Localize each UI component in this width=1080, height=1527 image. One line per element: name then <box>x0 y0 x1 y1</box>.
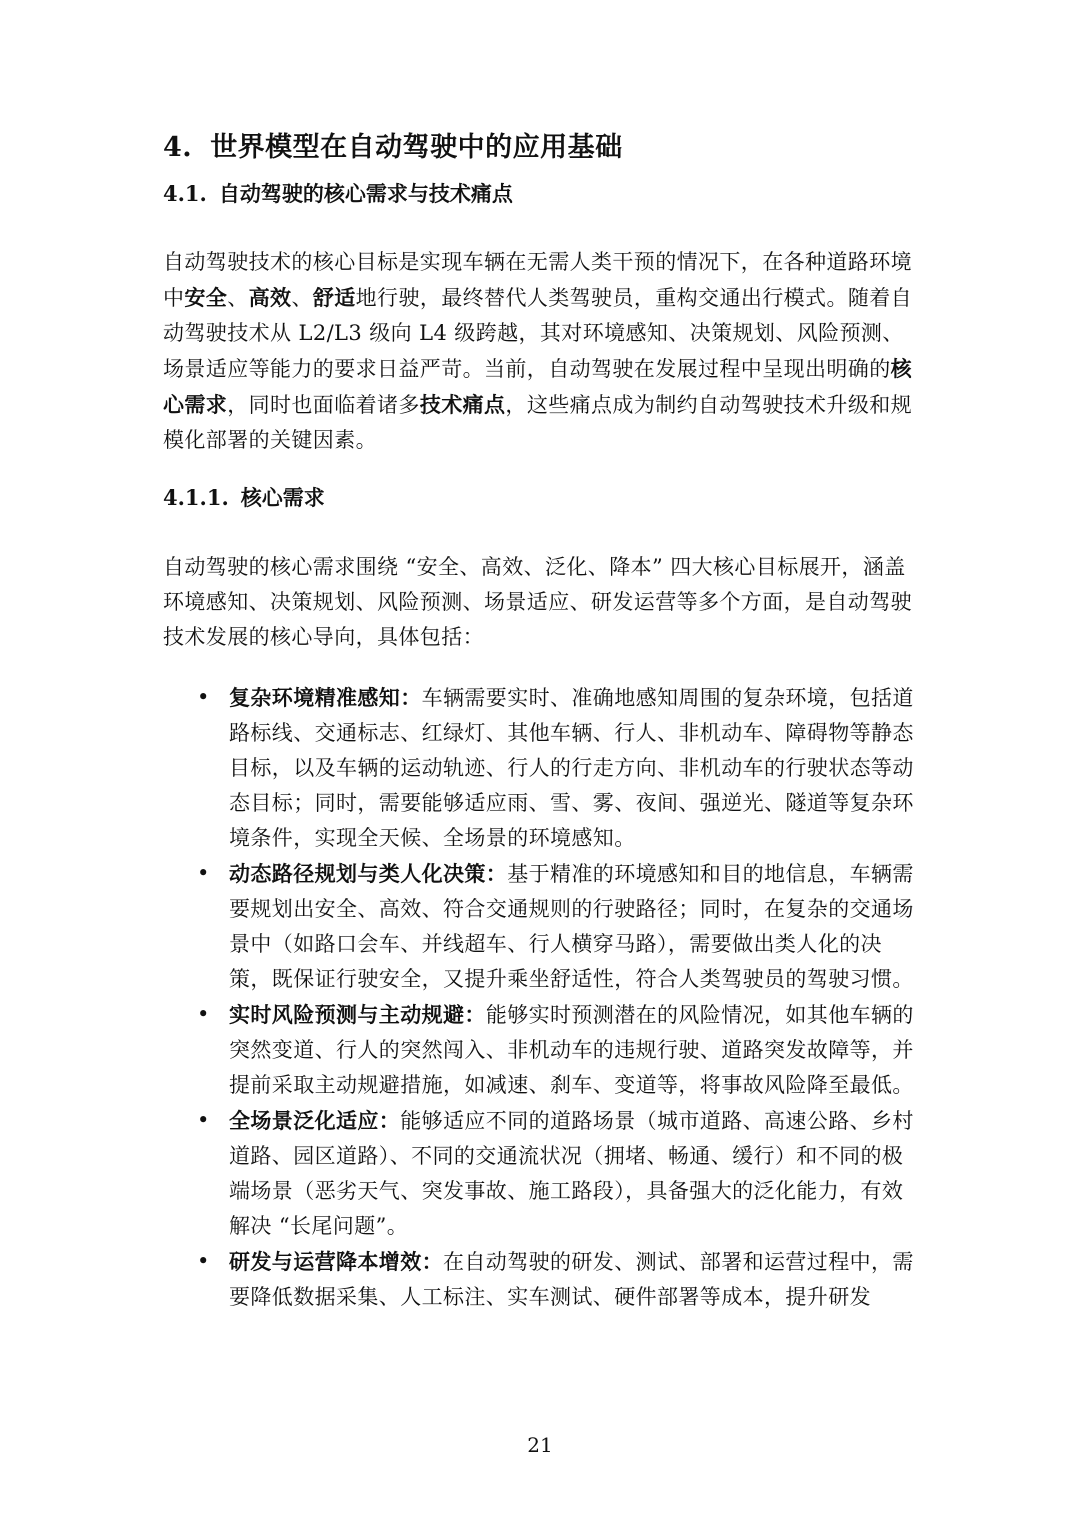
list-item-text: 能够实时预测潜在的风险情况，如其他车辆的突然变道、行人的突然闯入、非机动车的违规行驶、道路突发故障等，并提前采取主动规避措施，如减速、刹车、变道等，将事故风险降至最低。 <box>229 1003 914 1097</box>
list-item <box>163 997 923 1103</box>
subsection-heading <box>163 176 513 212</box>
page-number: 21 <box>527 1433 553 1457</box>
list-item <box>163 856 923 997</box>
list-item-text: 能够适应不同的道路场景（城市道路、高速公路、乡村道路、园区道路）、不同的交通流状况（拥堵、畅通、缓行）和不同的极端场景（恶劣天气、突发事故、施工路段），具备强大的泛化能力，有效解决 “长尾问题”。 <box>229 1109 914 1238</box>
list-item <box>163 1103 923 1244</box>
list-item <box>163 680 923 856</box>
list-item-text: 车辆需要实时、准确地感知周围的复杂环境，包括道路标线、交通标志、红绿灯、其他车辆、行人、非机动车、障碍物等静态目标，以及车辆的运动轨迹、行人的行走方向、非机动车的行驶状态等动态目标；同时，需要能够适应雨、雪、雾、夜间、强逆光、隧道等复杂环境条件，实现全天候、全场景的环境感知。 <box>229 686 914 850</box>
section-number: 4. <box>163 132 193 163</box>
list-item <box>163 1244 923 1315</box>
text-run: ，这些痛点成为制约自动驾驶技术升级和规模化部署的关键因素。 <box>163 393 913 452</box>
bold-run: 核心需求 <box>163 356 913 417</box>
bold-run: 技术痛点 <box>419 392 506 417</box>
list-item-term: 动态路径规划与类人化决策： <box>229 861 508 886</box>
bullet-icon: • <box>197 685 210 709</box>
subsubsection-title: 核心需求 <box>240 485 325 510</box>
list-item-text: 基于精准的环境感知和目的地信息，车辆需要规划出安全、高效、符合交通规则的行驶路径；同时，在复杂的交通场景中（如路口会车、并线超车、行人横穿马路），需要做出类人化的决策，既保证行驶安全，又提升乘坐舒适性，符合人类驾驶员的驾驶习惯。 <box>229 862 914 991</box>
list-item-term: 研发与运营降本增效： <box>229 1249 443 1274</box>
list-item-term: 复杂环境精准感知： <box>229 685 422 710</box>
text-run: 自动驾驶技术的核心目标是实现车辆在无需人类干预的情况下，在各种道路环境中 <box>163 250 912 310</box>
text-run: 、 <box>291 286 313 310</box>
requirements-list <box>163 680 923 1315</box>
bullet-icon: • <box>197 861 210 885</box>
intro-paragraph <box>163 245 923 458</box>
requirements-paragraph: 自动驾驶的核心需求围绕 “安全、高效、泛化、降本” 四大核心目标展开，涵盖环境感知、决策规划、风险预测、场景适应、研发运营等多个方面，是自动驾驶技术发展的核心导向，具体包括： <box>163 555 912 649</box>
subsection-number: 4.1. <box>163 181 207 206</box>
list-item-text: 在自动驾驶的研发、测试、部署和运营过程中，需要降低数据采集、人工标注、实车测试、硬件部署等成本，提升研发 <box>229 1250 914 1309</box>
subsection-title: 自动驾驶的核心需求与技术痛点 <box>218 181 513 206</box>
section-heading <box>163 128 623 168</box>
list-item-term: 实时风险预测与主动规避： <box>229 1002 486 1027</box>
text-run: 地行驶，最终替代人类驾驶员，重构交通出行模式。随着自动驾驶技术从 L2/L3 级向 L4 级跨越，其对环境感知、决策规划、风险预测、场景适应等能力的要求日益严苛。当前，自动驾驶在发展过程中呈现出明确的 <box>163 286 913 381</box>
subsubsection-heading <box>163 480 325 516</box>
text-run: ，同时也面临着诸多 <box>227 393 420 417</box>
bold-run: 高效 <box>248 285 292 310</box>
bold-run: 安全 <box>184 285 228 310</box>
bullet-icon: • <box>197 1002 210 1026</box>
list-item-term: 全场景泛化适应： <box>229 1108 401 1133</box>
bold-run: 舒适 <box>312 285 356 310</box>
bullet-icon: • <box>197 1249 210 1273</box>
bullet-icon: • <box>197 1108 210 1132</box>
subsubsection-number: 4.1.1. <box>163 485 229 510</box>
section-title: 世界模型在自动驾驶中的应用基础 <box>210 132 623 163</box>
text-run: 、 <box>227 286 249 310</box>
